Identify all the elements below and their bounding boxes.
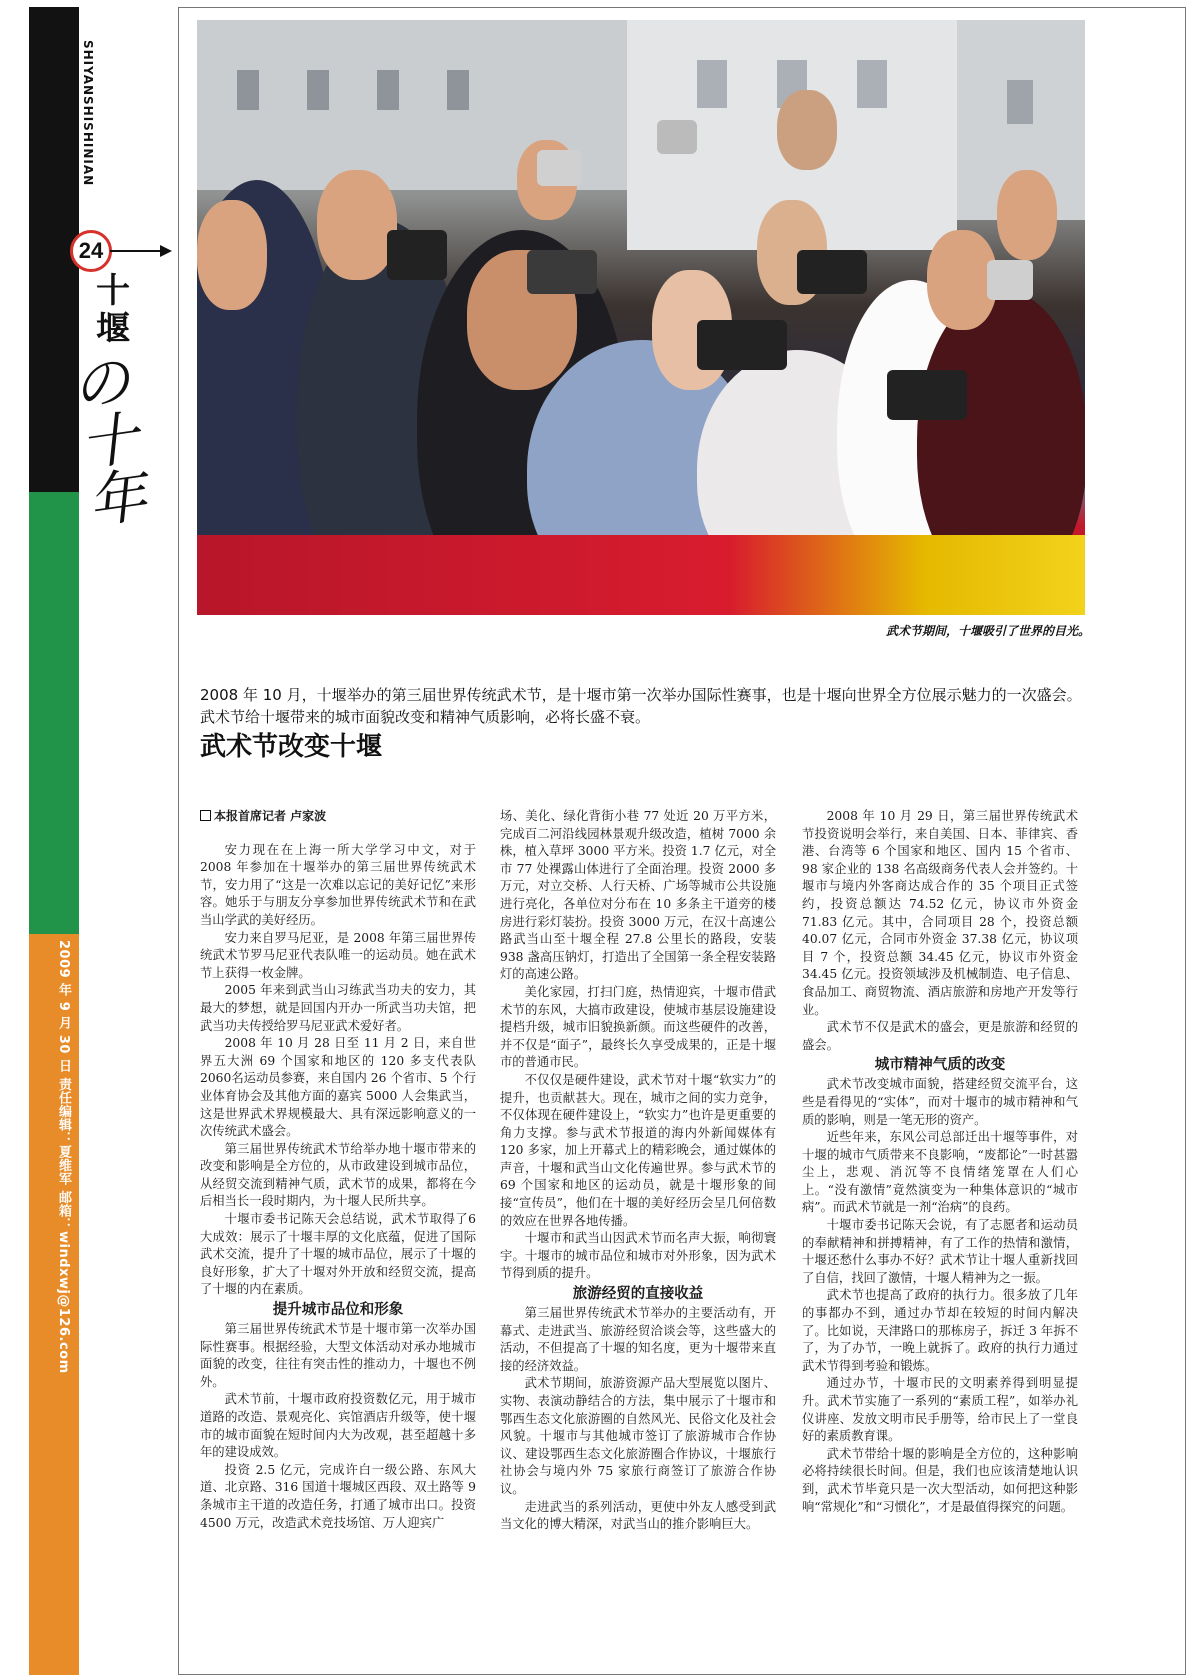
crowd-photo (197, 20, 1085, 615)
article-column-1 (200, 808, 476, 1532)
paragraph: 武术节期间，旅游资源产品大型展览以图片、实物、表演动静结合的方法，集中展示了十堰市和鄂西生态文化旅游圈的自然风光、民俗文化及社会风貌。十堰市与其他城市签订了旅游城市合作协议、建设鄂西生态文化旅游圈合作协议，十堰旅行社协会与境内外 75 家旅行商签订了旅游合作协议。 (500, 1376, 776, 1496)
paragraph: 武术节也提高了政府的执行力。很多放了几年的事都办不到，通过办节却在较短的时间内解决了。比如说，天津路口的那栋房子，拆迁 3 年拆不了，为了办节，一晚上就拆了。政府的执行力通过武术节得到考验和锻炼。 (802, 1288, 1078, 1373)
paragraph: 十堰市委书记陈天会总结说，武术节取得了6 大成效：展示了十堰丰厚的文化底蕴，促进了国际武术交流，提升了十堰的城市品位，展示了十堰的良好形象，扩大了十堰对外开放和经贸交流，提高了十堰的内在素质。 (200, 1212, 476, 1297)
square-bullet-icon (200, 810, 211, 821)
paragraph: 第三届世界传统武术节举办的主要活动有，开幕式、走进武当、旅游经贸洽谈会等，这些盛大的活动，不但提高了十堰的知名度，更为十堰带来直接的经济效益。 (500, 1306, 776, 1373)
arrow-line (110, 250, 164, 252)
article-column-3 (802, 808, 1078, 1516)
paragraph: 通过办节，十堰市民的文明素养得到明显提升。武术节实施了一系列的“素质工程”，如举办礼仪讲座、发放文明市民手册等，给市民上了一堂良好的素质教育课。 (802, 1376, 1078, 1444)
paragraph: 安力来自罗马尼亚，是 2008 年第三届世界传统武术节罗马尼亚代表队唯一的运动员。她在武术节上获得一枚金牌。 (200, 930, 476, 980)
paragraph: 十堰市委书记陈天会说，有了志愿者和运动员的奉献精神和拼搏精神，有了工作的热情和激情，十堰还愁什么事办不好？武术节让十堰人重新找回了自信，找回了激情，十堰人精神为之一振。 (802, 1218, 1078, 1285)
paragraph: 武术节改变城市面貌，搭建经贸交流平台，这些是看得见的“实体”，而对十堰市的城市精神和气质的影响，则是一笔无形的资产。 (802, 1077, 1078, 1127)
paragraph: 2008 年 10 月 29 日，第三届世界传统武术节投资说明会举行，来自美国、日本、菲律宾、香港、台湾等 6 个国家和地区、国内 15 个省市、98 家企业的 138 名高级商务代表人会并签约。十堰市与境内外客商达成合作的 35 个项目正式签约，投资总额达 74.52 亿元，协议市外资金 71.83 亿元。其中，合同项目 28 个，投资总额 40.07 亿元，合同市外资金 37.38 亿元，协议项目 7 个，投资总额 34.45 亿元，协议市外资金 34.45 亿元。投资领域涉及机械制造、电子信息、食品加工、商贸物流、酒店旅游和房地产开发等行业。 (802, 809, 1078, 1017)
byline-text: 本报首席记者 卢家波 (214, 809, 327, 823)
paragraph: 场、美化、绿化背街小巷 77 处近 20 万平方米，完成百二河沿线园林景观升级改造，植树 7000 余株，植入草坪 3000 平方米。投资 1.7 亿元，对全市 77 处裸露山体进行了全面治理。投资 2000 多万元，对立交桥、人行天桥、广场等城市公共设施进行亮化，各单位对分布在 10 多条主干道旁的楼房进行彩灯装扮。投资 3000 万元，在汉十高速公路武当山至十堰全程 27.8 公里长的路段，安装 938 盏高压钠灯，打造出了全国第一条全程安装路灯的高速公路。 (500, 809, 776, 982)
paragraph: 不仅仅是硬件建设，武术节对十堰“软实力”的提升，也贡献甚大。现在，城市之间的实力竞争，不仅体现在硬件建设上，“软实力”也许是更重要的角力支撑。参与武术节报道的海内外新闻媒体有 120 多家，加上开幕式上的精彩晚会，通过媒体的声音，十堰和武当山文化传遍世界。参与武术节的 69 个国家和地区的运动员，就是十堰形象的间接“宣传员”，他们在十堰的美好经历会呈几何倍数的效应在世界各地传播。 (500, 1072, 776, 1228)
section-pinyin: SHIYANSHISHINIAN (81, 40, 95, 187)
paragraph: 2005 年来到武当山习练武当功夫的安力，其最大的梦想，就是回国内开办一所武当功夫馆，把武当功夫传授给罗马尼亚武术爱好者。 (200, 983, 476, 1033)
paragraph: 第三届世界传统武术节是十堰市第一次举办国际性赛事。根据经验，大型文体活动对承办地城市面貌的改变，往往有突击性的推动力，十堰也不例外。 (200, 1322, 476, 1389)
byline (200, 808, 476, 826)
section-script-logo: の十年 (67, 347, 145, 537)
subhead: 提升城市品位和形象 (272, 1302, 404, 1319)
article-column-2 (500, 808, 776, 1534)
arrow-right-icon (160, 245, 172, 257)
paragraph: 美化家园，打扫门庭，热情迎宾，十堰市借武术节的东风，大搞市政建设，使城市基层设施建设提档升级，城市旧貌换新颜。而这些硬件的改善，并不仅是“面子”，最终长久享受成果的，正是十堰市的普通市民。 (500, 984, 776, 1070)
subhead: 城市精神气质的改变 (874, 1057, 1006, 1074)
photo-caption: 武术节期间，十堰吸引了世界的目光。 (885, 624, 1090, 638)
article-headline: 武术节改变十堰 (200, 732, 383, 762)
date-editor-line: 2009 年 9 月 30 日 责任编辑：夏维军 邮箱：windxwj@126.com (56, 940, 71, 1374)
paragraph: 第三届世界传统武术节给举办地十堰市带来的改变和影响是全方位的，从市政建设到城市品位，从经贸交流到精神气质，武术节的成果，都将在今后相当长一段时期内，为十堰人民所共享。 (200, 1141, 476, 1209)
page-number: 24 (70, 230, 112, 272)
paragraph: 武术节前，十堰市政府投资数亿元，用于城市道路的改造、景观亮化、宾馆酒店升级等，使十堰市的城市面貌在短时间内大为改观，甚至超越十多年的建设成效。 (200, 1392, 476, 1460)
paragraph: 近些年来，东风公司总部迁出十堰等事件，对十堰的城市气质带来不良影响，“废都论”一时甚嚣尘上，悲观、消沉等不良情绪笼罩在人们心上。“没有激情”竟然演变为一种集体意识的“城市病”。而武术节就是一剂“治病”的良药。 (802, 1130, 1078, 1215)
section-title: 十堰 (96, 271, 130, 349)
paragraph: 武术节不仅是武术的盛会，更是旅游和经贸的盛会。 (802, 1020, 1078, 1052)
paragraph: 投资 2.5 亿元，完成许白一级公路、东风大道、北京路、316 国道十堰城区西段、双土路等 9条城市主干道的改造任务，打通了城市出口。投资 4500 万元，改造武术竞技场馆、万人迎宾广 (200, 1462, 476, 1530)
paragraph: 武术节带给十堰的影响是全方位的，这种影响必将持续很长时间。但是，我们也应该清楚地认识到，武术节毕竟只是一次大型活动，如何把这种影响“常规化”和“习惯化”，才是最值得探究的问题。 (802, 1446, 1078, 1514)
paragraph: 走进武当的系列活动，更使中外友人感受到武当文化的博大精深，对武当山的推介影响巨大。 (500, 1499, 776, 1532)
paragraph: 十堰市和武当山因武术节而名声大振，响彻寰宇。十堰市的城市品位和城市对外形象，因为武术节得到质的提升。 (500, 1231, 776, 1281)
paragraph: 安力现在在上海一所大学学习中文，对于2008 年参加在十堰举办的第三届世界传统武术节，安力用了“这是一次难以忘记的美好记忆”来形容。她乐于与朋友分享参加世界传统武术节和在武当山学武的美好经历。 (200, 842, 476, 927)
subhead: 旅游经贸的直接收益 (572, 1286, 704, 1303)
paragraph: 2008 年 10 月 28 日至 11 月 2 日，来自世界五大洲 69 个国家和地区的 120 多支代表队 2060名运动员参赛，来自国内 26 个省市、5 个行业体育协会及其他方面的嘉宾 5000 人会集武当，这是世界武术界规模最大、具有深远影响意义的一次传统武术盛会。 (200, 1036, 476, 1139)
sidebar-green-band (29, 492, 79, 934)
article-lead: 2008 年 10 月，十堰举办的第三届世界传统武术节，是十堰市第一次举办国际性赛事，也是十堰向世界全方位展示魅力的一次盛会。武术节给十堰带来的城市面貌改变和精神气质影响，必将长盛不衰。 (200, 686, 1082, 726)
